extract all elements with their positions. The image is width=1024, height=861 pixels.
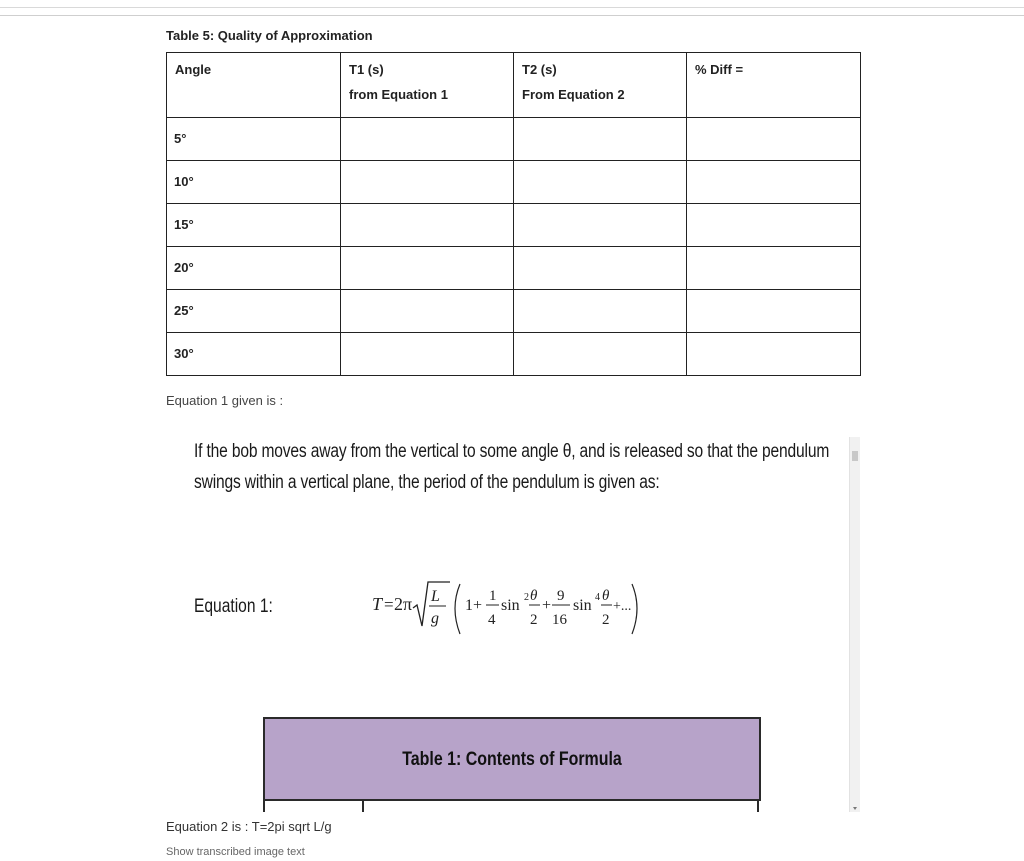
header-t1: T1 (s) from Equation 1 [341, 53, 514, 118]
table-row [167, 118, 861, 161]
embedded-image [166, 418, 860, 812]
frac1-num: 1 [489, 588, 497, 604]
table-row [167, 290, 861, 333]
formula-coef: 2π [394, 594, 413, 614]
table-row [167, 161, 861, 204]
t2-cell [514, 118, 687, 161]
angle-cell: 10° [167, 161, 341, 204]
column-divider [362, 799, 364, 812]
contents-table-row [263, 799, 759, 812]
t1-cell [341, 333, 514, 376]
two2: 2 [602, 612, 610, 628]
t2-cell [514, 290, 687, 333]
right-paren [632, 584, 637, 634]
table-row [167, 247, 861, 290]
formula-eq: = [384, 595, 394, 614]
top-divider [0, 7, 1024, 8]
frac1-den: 4 [488, 612, 496, 628]
t2-cell [514, 161, 687, 204]
sin1: sin [501, 597, 520, 614]
t1-cell [341, 290, 514, 333]
plus1: + [542, 597, 552, 614]
pendulum-formula [366, 568, 646, 648]
exp2: 4 [595, 592, 600, 603]
quality-table [166, 52, 861, 376]
scroll-thumb[interactable] [852, 451, 858, 461]
formula-one-plus: 1+ [465, 597, 483, 614]
theta1: θ [530, 588, 538, 604]
formula-lhs: T [372, 594, 383, 614]
exp1: 2 [524, 592, 529, 603]
angle-cell: 20° [167, 247, 341, 290]
angle-cell: 25° [167, 290, 341, 333]
t1-cell [341, 118, 514, 161]
t2-cell [514, 247, 687, 290]
t2-cell [514, 333, 687, 376]
diff-cell [687, 290, 861, 333]
equation1-label: Equation 1 given is : [166, 393, 284, 408]
browser-top-bar [0, 0, 1024, 16]
diff-cell [687, 161, 861, 204]
header-diff: % Diff = [687, 53, 861, 118]
header-angle: Angle [167, 53, 341, 118]
scroll-down-icon[interactable] [853, 807, 857, 810]
intro-line-2: swings within a vertical plane, the period of the pendulum is given as: [194, 472, 660, 493]
theta2: θ [602, 588, 610, 604]
t1-cell [341, 247, 514, 290]
angle-cell: 5° [167, 118, 341, 161]
t1-cell [341, 161, 514, 204]
diff-cell [687, 204, 861, 247]
table-header-row [167, 53, 861, 118]
diff-cell [687, 333, 861, 376]
frac2-den: 16 [552, 612, 567, 628]
diff-cell [687, 118, 861, 161]
contents-title: Table 1: Contents of Formula [402, 749, 622, 770]
left-paren [455, 584, 460, 634]
diff-cell [687, 247, 861, 290]
formula-L: L [431, 588, 440, 605]
angle-cell: 15° [167, 204, 341, 247]
equation-label: Equation 1: [194, 596, 273, 617]
intro-paragraph [194, 436, 830, 498]
contents-table-header [263, 717, 761, 801]
table-row [167, 204, 861, 247]
formula-g: g [431, 610, 439, 627]
table-row [167, 333, 861, 376]
intro-line-1: If the bob moves away from the vertical to some angle θ, and is released so that the pendulum [194, 441, 830, 462]
two1: 2 [530, 612, 538, 628]
image-scrollbar[interactable] [849, 437, 860, 812]
header-t2: T2 (s) From Equation 2 [514, 53, 687, 118]
show-transcribed-link[interactable]: Show transcribed image text [166, 846, 305, 858]
angle-cell: 30° [167, 333, 341, 376]
t2-cell [514, 204, 687, 247]
table-title: Table 5: Quality of Approximation [166, 28, 373, 43]
formula-tail: +... [613, 599, 632, 614]
frac2-num: 9 [557, 588, 565, 604]
sin2: sin [573, 597, 592, 614]
t1-cell [341, 204, 514, 247]
equation2-line: Equation 2 is : T=2pi sqrt L/g [166, 819, 332, 834]
